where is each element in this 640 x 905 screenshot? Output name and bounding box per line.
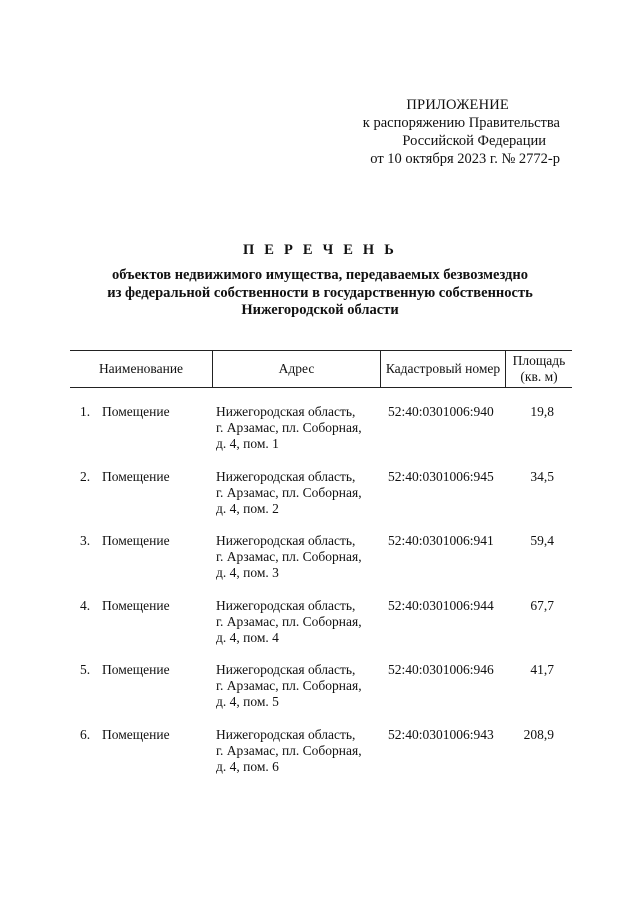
row-area: 41,7 bbox=[530, 662, 554, 677]
row-address bbox=[216, 662, 381, 710]
table-row bbox=[70, 533, 572, 598]
row-address-line: д. 4, пом. 1 bbox=[216, 436, 279, 451]
table-header bbox=[70, 350, 572, 388]
row-address bbox=[216, 469, 381, 517]
row-address-line: г. Арзамас, пл. Соборная, bbox=[216, 484, 362, 500]
row-area: 34,5 bbox=[530, 468, 554, 484]
row-address bbox=[216, 404, 381, 452]
row-address-line: д. 4, пом. 2 bbox=[216, 500, 279, 516]
row-number: 1. bbox=[80, 404, 91, 419]
row-address-line: г. Арзамас, пл. Соборная, bbox=[216, 742, 362, 758]
row-address bbox=[216, 598, 381, 646]
table-row bbox=[70, 662, 572, 727]
row-name: Помещение bbox=[102, 533, 170, 548]
row-address-line: д. 4, пом. 3 bbox=[216, 565, 279, 580]
row-number: 4. bbox=[80, 597, 91, 613]
row-address bbox=[216, 533, 381, 581]
annex-line-3: от 10 октября 2023 г. № 2772-р bbox=[370, 151, 560, 167]
row-number: 3. bbox=[80, 533, 91, 548]
table-row bbox=[70, 598, 572, 663]
table-row bbox=[70, 404, 572, 469]
column-header-cadastral: Кадастровый номер bbox=[381, 351, 506, 387]
row-address-line: Нижегородская область, bbox=[216, 726, 356, 742]
row-cadastral-number: 52:40:0301006:946 bbox=[388, 662, 494, 677]
row-area: 19,8 bbox=[530, 404, 554, 419]
row-address-line: Нижегородская область, bbox=[216, 662, 356, 677]
table-row bbox=[70, 469, 572, 534]
row-address-line: д. 4, пом. 4 bbox=[216, 629, 279, 645]
annex-line-1: к распоряжению Правительства bbox=[362, 115, 560, 131]
row-name: Помещение bbox=[102, 468, 170, 484]
row-address-line: г. Арзамас, пл. Соборная, bbox=[216, 420, 362, 435]
row-name: Помещение bbox=[102, 404, 170, 419]
subheading-line-1: объектов недвижимого имущества, передаваемых безвозмездно bbox=[112, 267, 528, 283]
row-address-line: Нижегородская область, bbox=[216, 468, 356, 484]
table-row bbox=[70, 727, 572, 792]
row-area: 208,9 bbox=[523, 726, 554, 742]
table-body bbox=[70, 404, 572, 791]
row-name: Помещение bbox=[102, 662, 170, 677]
property-table bbox=[70, 350, 572, 791]
document-heading: П Е Р Е Ч Е Н Ь bbox=[242, 242, 398, 258]
row-address-line: г. Арзамас, пл. Соборная, bbox=[216, 613, 362, 629]
row-address-line: д. 4, пом. 5 bbox=[216, 694, 279, 709]
row-cadastral-number: 52:40:0301006:943 bbox=[388, 726, 494, 742]
row-area: 59,4 bbox=[530, 533, 554, 548]
column-header-area: Площадь (кв. м) bbox=[512, 353, 566, 384]
row-cadastral-number: 52:40:0301006:945 bbox=[388, 468, 494, 484]
row-name: Помещение bbox=[102, 597, 170, 613]
row-number: 6. bbox=[80, 726, 91, 742]
row-area: 67,7 bbox=[530, 597, 554, 613]
annex-title: ПРИЛОЖЕНИЕ bbox=[406, 97, 509, 113]
row-number: 5. bbox=[80, 662, 91, 677]
subheading-line-2: из федеральной собственности в государственную собственность bbox=[107, 284, 533, 301]
row-address-line: Нижегородская область, bbox=[216, 404, 356, 419]
column-header-address: Адрес bbox=[213, 351, 381, 387]
subheading-line-3: Нижегородской области bbox=[241, 302, 399, 318]
annex-line-2: Российской Федерации bbox=[402, 133, 546, 149]
row-cadastral-number: 52:40:0301006:940 bbox=[388, 404, 494, 419]
document-subheading bbox=[60, 267, 580, 320]
row-number: 2. bbox=[80, 468, 91, 484]
row-address-line: г. Арзамас, пл. Соборная, bbox=[216, 678, 362, 693]
annex-block bbox=[320, 96, 560, 168]
row-cadastral-number: 52:40:0301006:941 bbox=[388, 533, 494, 548]
column-header-name: Наименование bbox=[70, 351, 213, 387]
row-address bbox=[216, 727, 381, 775]
row-name: Помещение bbox=[102, 726, 170, 742]
row-address-line: д. 4, пом. 6 bbox=[216, 758, 279, 774]
row-address-line: Нижегородская область, bbox=[216, 597, 356, 613]
row-address-line: Нижегородская область, bbox=[216, 533, 356, 548]
row-address-line: г. Арзамас, пл. Соборная, bbox=[216, 549, 362, 564]
row-cadastral-number: 52:40:0301006:944 bbox=[388, 597, 494, 613]
